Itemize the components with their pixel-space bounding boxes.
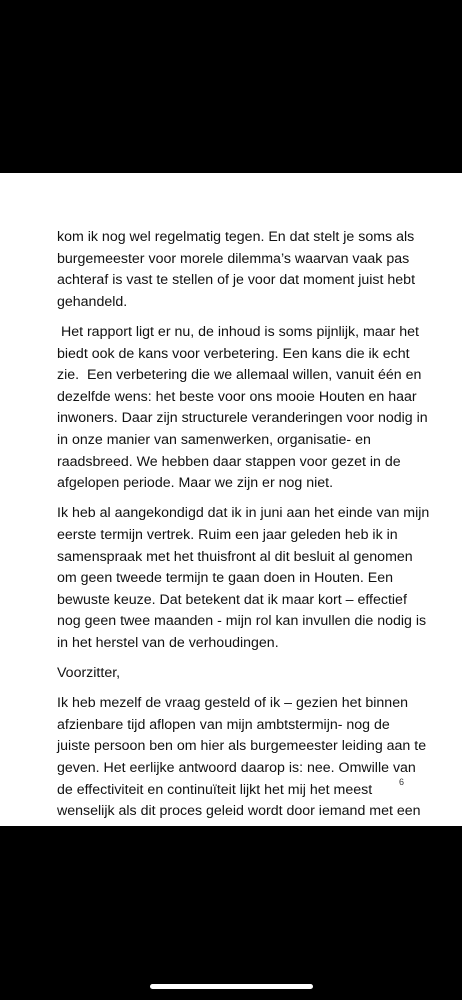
document-page xyxy=(0,173,462,826)
text-line: Voorzitter, xyxy=(57,665,121,682)
text-line: juiste persoon ben om hier als burgemeester leiding aan te xyxy=(57,738,427,755)
text-line: inwoners. Daar zijn structurele veranderingen voor nodig in xyxy=(57,410,428,427)
text-line: bewuste keuze. Dat betekent dat ik maar kort – effectief xyxy=(57,591,407,608)
text-line: de effectiviteit en continuïteit lijkt het mij het meest xyxy=(57,781,373,798)
text-line: samenspraak met het thuisfront al dit besluit al genomen xyxy=(57,548,413,565)
paragraph-5 xyxy=(57,693,427,823)
text-line: afgelopen periode. Maar we zijn er nog niet. xyxy=(57,475,334,492)
text-line: Ik heb mezelf de vraag gesteld of ik – gezien het binnen xyxy=(57,695,408,712)
document-body xyxy=(57,227,430,831)
page-number: 6 xyxy=(399,777,405,787)
text-line: om geen tweede termijn te gaan doen in Houten. Een xyxy=(57,570,393,587)
paragraph-4 xyxy=(57,663,409,685)
text-line: gehandeld. xyxy=(57,293,128,310)
text-line: wenselijk als dit proces geleid wordt door iemand met een xyxy=(57,803,421,820)
paragraph-2 xyxy=(57,322,428,495)
text-line: kom ik nog wel regelmatig tegen. En dat stelt je soms als xyxy=(57,229,415,245)
text-line: Ik heb al aangekondigd dat ik in juni aan het einde van mijn xyxy=(57,505,430,522)
text-line: nog geen twee maanden - mijn rol kan invullen die nodig is xyxy=(57,613,427,630)
text-line: dezelfde wens: het beste voor ons mooie Houten en haar xyxy=(57,388,417,405)
text-line: biedt ook de kans voor verbetering. Een kans die ik echt xyxy=(57,345,410,362)
home-indicator[interactable] xyxy=(150,984,313,989)
text-line: achteraf is vast te stellen of je voor dat moment juist hebt xyxy=(57,272,416,289)
text-line: eerste termijn vertrek. Ruim een jaar geleden heb ik in xyxy=(57,526,398,543)
paragraph-1 xyxy=(57,227,416,313)
paragraph-3 xyxy=(57,503,430,654)
text-line: in het herstel van de verhoudingen. xyxy=(57,634,279,651)
text-line: geven. Het eerlijke antwoord daarop is: nee. Omwille van xyxy=(57,760,416,777)
text-line: raadsbreed. We hebben daar stappen voor gezet in de xyxy=(57,453,401,470)
text-line: afzienbare tijd aflopen van mijn ambtstermijn- nog de xyxy=(57,716,390,733)
text-line: zie. Een verbetering die we allemaal willen, vanuit één en xyxy=(57,367,422,384)
text-line: burgemeester voor morele dilemma’s waarvan vaak pas xyxy=(57,250,410,267)
text-line: in onze manier van samenwerken, organisatie- en xyxy=(57,431,371,448)
text-line: Het rapport ligt er nu, de inhoud is soms pijnlijk, maar het xyxy=(57,323,419,340)
